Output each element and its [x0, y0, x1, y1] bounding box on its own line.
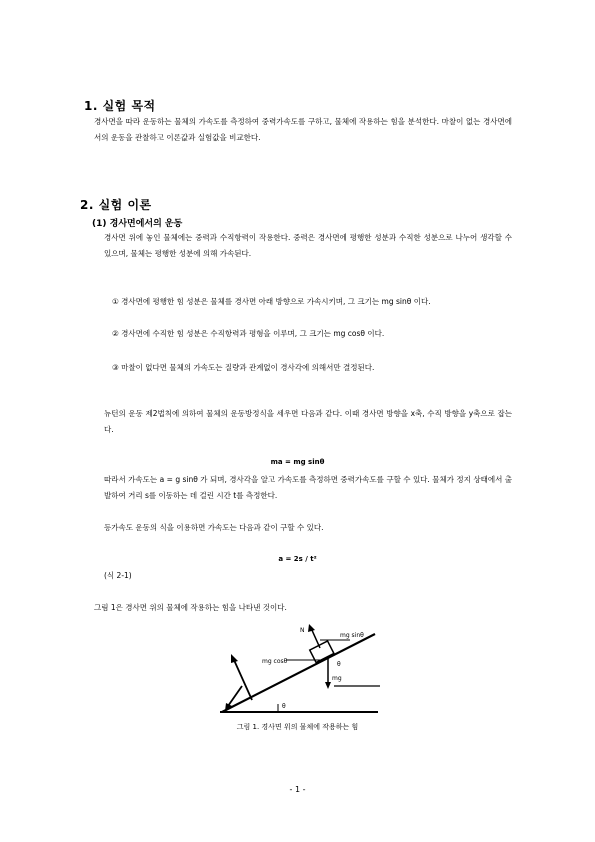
angle2-label: θ [337, 661, 341, 668]
figure-caption: 그림 1. 경사면 위의 물체에 작용하는 힘 [236, 723, 359, 731]
normal-label: N [300, 627, 305, 634]
theory-closing: (식 2-1) [104, 571, 132, 580]
block [310, 641, 334, 663]
figure-intro: 그림 1은 경사면 위의 물체에 작용하는 힘을 나타낸 것이다. [94, 603, 287, 612]
section-theory-subtitle: (1) 경사면에서의 운동 [92, 219, 183, 229]
perp-label: mg cosθ [262, 658, 288, 665]
equation-1: ma = mg sinθ [270, 458, 325, 466]
theory-paragraph-2: 뉴턴의 운동 제2법칙에 의하여 물체의 운동방정식을 세우면 다음과 같다. 이때 경사면 방향을 x축, 수직 방향을 y축으로 잡는다. [104, 409, 512, 434]
incline-force-diagram [200, 620, 400, 720]
equation-2: a = 2s / t² [278, 555, 317, 563]
page-number: - 1 - [289, 785, 306, 794]
incline-line [222, 634, 375, 712]
parallel-label: mg sinθ [340, 632, 364, 639]
angle-label: θ [282, 703, 286, 710]
weight-label: mg [332, 675, 342, 682]
theory-list-item-2: ② 경사면에 수직한 힘 성분은 수직항력과 평형을 이루며, 그 크기는 mg cosθ 이다. [112, 329, 385, 338]
theory-paragraph-3: 따라서 가속도는 a = g sinθ 가 되며, 경사각을 알고 가속도를 측정하면 중력가속도를 구할 수 있다. 물체가 정지 상태에서 출발하여 거리 s를 이동하는 데 걸린 시간 t를 측정한다. [104, 475, 512, 500]
theory-paragraph-4: 등가속도 운동의 식을 이용하면 가속도는 다음과 같이 구할 수 있다. [104, 523, 324, 532]
section-purpose-body: 경사면을 따라 운동하는 물체의 가속도를 측정하여 중력가속도를 구하고, 물체에 작용하는 힘을 분석한다. 마찰이 없는 경사면에서의 운동을 관찰하고 이론값과 실험값을 비교한다. [94, 117, 512, 142]
normal-force-arrow [311, 628, 320, 648]
theory-intro-paragraph: 경사면 위에 놓인 물체에는 중력과 수직항력이 작용한다. 중력은 경사면에 평행한 성분과 수직한 성분으로 나누어 생각할 수 있으며, 물체는 평행한 성분에 의해 가속된다. [104, 233, 512, 258]
section-theory-title: 2. 실험 이론 [80, 198, 152, 212]
theory-list-item-1: ① 경사면에 평행한 힘 성분은 물체를 경사면 아래 방향으로 가속시키며, 그 크기는 mg sinθ 이다. [112, 297, 431, 306]
theory-list-item-3: ③ 마찰이 없다면 물체의 가속도는 질량과 관계없이 경사각에 의해서만 결정된다. [112, 363, 375, 372]
section-purpose-title: 1. 실험 목적 [84, 99, 156, 113]
